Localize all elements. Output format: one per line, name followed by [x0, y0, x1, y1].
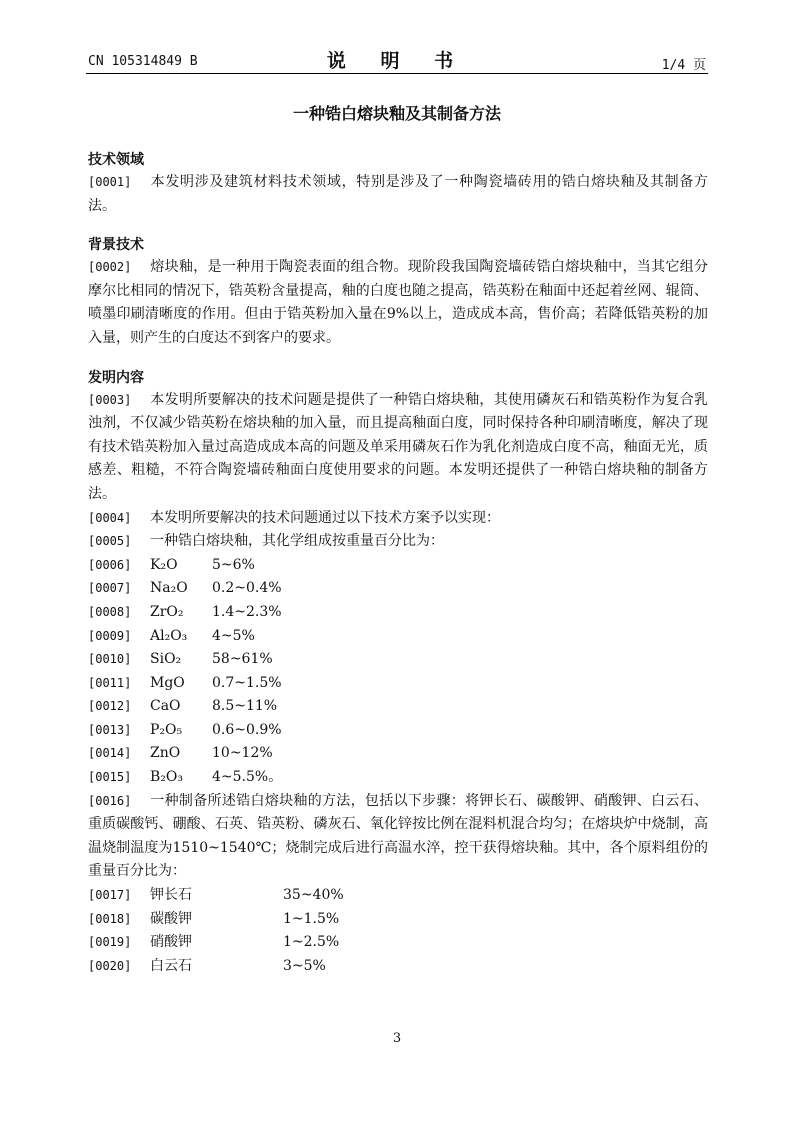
material-row [88, 955, 708, 979]
material-name: 硝酸钾 [150, 934, 192, 951]
paragraph-number: [0016] [88, 793, 132, 808]
heading-invention: 发明内容 [88, 369, 144, 386]
paragraph-number: [0001] [88, 175, 132, 189]
page-number: 3 [392, 1031, 402, 1046]
paragraph-number: [0008] [88, 604, 132, 619]
paragraph-text: 一种锆白熔块釉，其化学组成按重量百分比为： [150, 533, 444, 550]
paragraph-number: [0007] [88, 581, 132, 596]
heading-tech-field: 技术领域 [88, 152, 144, 168]
paragraph-text: 本发明所要解决的技术问题是提供了一种锆白熔块釉，其使用磷灰石和锆英粉作为复合乳浊剂，不仅减少锆英粉在熔块釉的加入量，而且提高釉面白度，同时保持各种印刷清晰度，解决了现有技术锆英粉加入量过高造成成本高的问题及单采用磷灰石作为乳化剂造成白度不高，釉面无光，质感差、粗糙，不符合陶瓷墙砖釉面白度使用要求的问题。本发明还提供了一种锆白熔块釉的制备方法。 [88, 391, 708, 502]
oxide-percentage: 8.5~11% [212, 698, 278, 715]
document-title: 一种锆白熔块釉及其制备方法 [292, 104, 501, 123]
composition-row [88, 719, 708, 743]
paragraph-number: [0014] [88, 746, 132, 761]
composition-row [88, 766, 708, 790]
composition-row [88, 672, 708, 696]
paragraph-0001 [88, 171, 708, 218]
material-percentage: 35~40% [283, 887, 344, 904]
paragraph-text: 熔块釉，是一种用于陶瓷表面的组合物。现阶段我国陶瓷墙砖锆白熔块釉中，当其它组分摩尔比相同的情况下，锆英粉含量提高，釉的白度也随之提高，锆英粉在釉面中还起着丝网、辊筒、喷墨印刷清晰度的作用。但由于锆英粉加入量在9%以上，造成成本高，售价高；若降低锆英粉的加入量，则产生的白度达不到客户的要求。 [88, 259, 708, 346]
paragraph-number: [0010] [88, 652, 132, 667]
oxide-percentage: 4~5% [212, 627, 255, 644]
material-name: 碳酸钾 [150, 910, 192, 927]
paragraph-number: [0013] [88, 722, 132, 737]
paragraph-number: [0015] [88, 770, 132, 785]
composition-row [88, 577, 708, 601]
heading-background: 背景技术 [88, 237, 144, 254]
paragraph-number: [0012] [88, 699, 132, 714]
composition-row [88, 625, 708, 649]
paragraph-number: [0011] [88, 675, 132, 690]
oxide-name: K₂O [150, 556, 178, 573]
paragraph-0003 [88, 389, 708, 507]
composition-row [88, 742, 708, 766]
material-name: 钾长石 [150, 887, 192, 904]
paragraph-number: [0004] [88, 510, 132, 525]
oxide-name: ZrO₂ [150, 603, 184, 620]
material-percentage: 1~1.5% [283, 910, 340, 927]
paragraph-number: [0005] [88, 534, 132, 549]
header-divider [86, 73, 708, 74]
oxide-name: ZnO [150, 745, 181, 762]
composition-row [88, 554, 708, 578]
paragraph-number: [0006] [88, 557, 132, 572]
oxide-name: SiO₂ [150, 651, 182, 668]
composition-row [88, 648, 708, 672]
oxide-name: Na₂O [150, 580, 188, 597]
material-row [88, 931, 708, 955]
paragraph-0004 [88, 507, 708, 531]
paragraph-number: [0020] [88, 958, 132, 973]
paragraph-number: [0002] [88, 260, 132, 275]
paragraph-number: [0019] [88, 935, 132, 950]
oxide-percentage: 0.6~0.9% [212, 721, 282, 738]
oxide-percentage: 4~5.5%。 [212, 769, 283, 786]
oxide-name: Al₂O₃ [150, 627, 188, 644]
oxide-percentage: 1.4~2.3% [212, 603, 282, 620]
material-name: 白云石 [150, 957, 192, 974]
document-body [88, 149, 708, 978]
material-row [88, 884, 708, 908]
oxide-percentage: 0.2~0.4% [212, 580, 282, 597]
oxide-name: CaO [150, 698, 181, 715]
paragraph-text: 本发明涉及建筑材料技术领域，特别是涉及了一种陶瓷墙砖用的锆白熔块釉及其制备方法。 [88, 174, 708, 214]
paragraph-number: [0017] [88, 888, 132, 903]
page-indicator: 1/4 页 [661, 58, 706, 73]
paragraph-0002 [88, 256, 708, 350]
paragraph-0005 [88, 530, 708, 554]
oxide-percentage: 0.7~1.5% [212, 674, 282, 691]
paragraph-number: [0003] [88, 392, 132, 407]
paragraph-text: 本发明所要解决的技术问题通过以下技术方案予以实现： [150, 509, 500, 526]
paragraph-number: [0018] [88, 911, 132, 926]
composition-list [88, 554, 708, 790]
oxide-name: MgO [150, 674, 185, 691]
oxide-name: B₂O₃ [150, 769, 183, 786]
composition-row [88, 695, 708, 719]
material-percentage: 1~2.5% [283, 934, 340, 951]
section-title: 说 明 书 [326, 50, 468, 72]
paragraph-number: [0009] [88, 628, 132, 643]
paragraph-0016 [88, 790, 708, 884]
materials-list [88, 884, 708, 978]
oxide-percentage: 5~6% [212, 556, 255, 573]
oxide-percentage: 58~61% [212, 651, 273, 668]
oxide-percentage: 10~12% [212, 745, 273, 762]
material-percentage: 3~5% [283, 957, 326, 974]
oxide-name: P₂O₅ [150, 721, 183, 738]
patent-number: CN 105314849 B [88, 54, 198, 69]
paragraph-text: 一种制备所述锆白熔块釉的方法，包括以下步骤：将钾长石、碳酸钾、硝酸钾、白云石、重质碳酸钙、硼酸、石英、锆英粉、磷灰石、氧化锌按比例在混料机混合均匀；在熔块炉中烧制，高温烧制温度为1510~1540℃；烧制完成后进行高温水淬，控干获得熔块釉。其中，各个原料组份的重量百分比为： [88, 792, 708, 880]
composition-row [88, 601, 708, 625]
material-row [88, 908, 708, 932]
